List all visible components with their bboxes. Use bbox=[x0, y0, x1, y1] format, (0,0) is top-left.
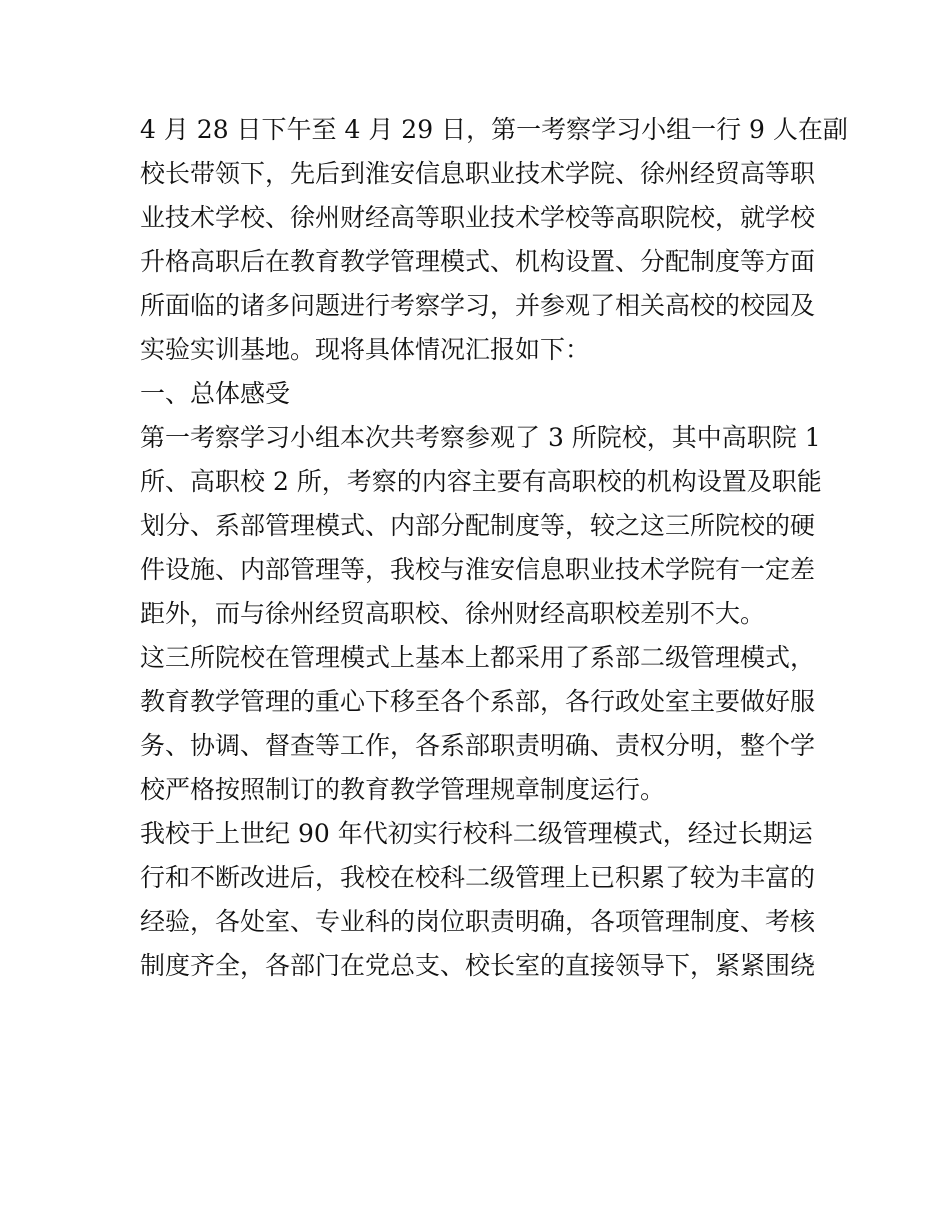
text-line: 行和不断改进后，我校在校科二级管理上已积累了较为丰富的 bbox=[140, 863, 816, 892]
text-line: 我校于上世纪 90 年代初实行校科二级管理模式，经过长期运 bbox=[140, 819, 813, 848]
text-line: 教育教学管理的重心下移至各个系部，各行政处室主要做好服 bbox=[140, 687, 816, 716]
text-line: 校严格按照制订的教育教学管理规章制度运行。 bbox=[140, 775, 666, 804]
text-line: 升格高职后在教育教学管理模式、机构设置、分配制度等方面 bbox=[140, 247, 816, 276]
text-line: 第一考察学习小组本次共考察参观了 3 所院校，其中高职院 1 bbox=[140, 423, 821, 452]
text-line: 件设施、内部管理等，我校与淮安信息职业技术学院有一定差 bbox=[140, 555, 816, 584]
text-line: 这三所院校在管理模式上基本上都采用了系部二级管理模式， bbox=[140, 643, 816, 672]
text-line: 所、高职校 2 所，考察的内容主要有高职校的机构设置及职能 bbox=[140, 467, 822, 496]
text-line: 务、协调、督查等工作，各系部职责明确、责权分明，整个学 bbox=[140, 731, 816, 760]
text-line: 制度齐全，各部门在党总支、校长室的直接领导下，紧紧围绕 bbox=[140, 951, 816, 980]
section-heading: 一、总体感受 bbox=[140, 379, 291, 408]
text-line: 校长带领下，先后到淮安信息职业技术学院、徐州经贸高等职 bbox=[140, 159, 816, 188]
text-line: 划分、系部管理模式、内部分配制度等，较之这三所院校的硬 bbox=[140, 511, 816, 540]
text-line: 实验实训基地。现将具体情况汇报如下： bbox=[140, 335, 591, 364]
text-line: 4 月 28 日下午至 4 月 29 日，第一考察学习小组一行 9 人在副 bbox=[140, 115, 848, 144]
text-line: 业技术学校、徐州财经高等职业技术学校等高职院校，就学校 bbox=[140, 203, 816, 232]
text-line: 所面临的诸多问题进行考察学习，并参观了相关高校的校园及 bbox=[140, 291, 816, 320]
text-line: 距外，而与徐州经贸高职校、徐州财经高职校差别不大。 bbox=[140, 599, 766, 628]
text-line: 经验，各处室、专业科的岗位职责明确，各项管理制度、考核 bbox=[140, 907, 816, 936]
document-body bbox=[140, 110, 848, 986]
